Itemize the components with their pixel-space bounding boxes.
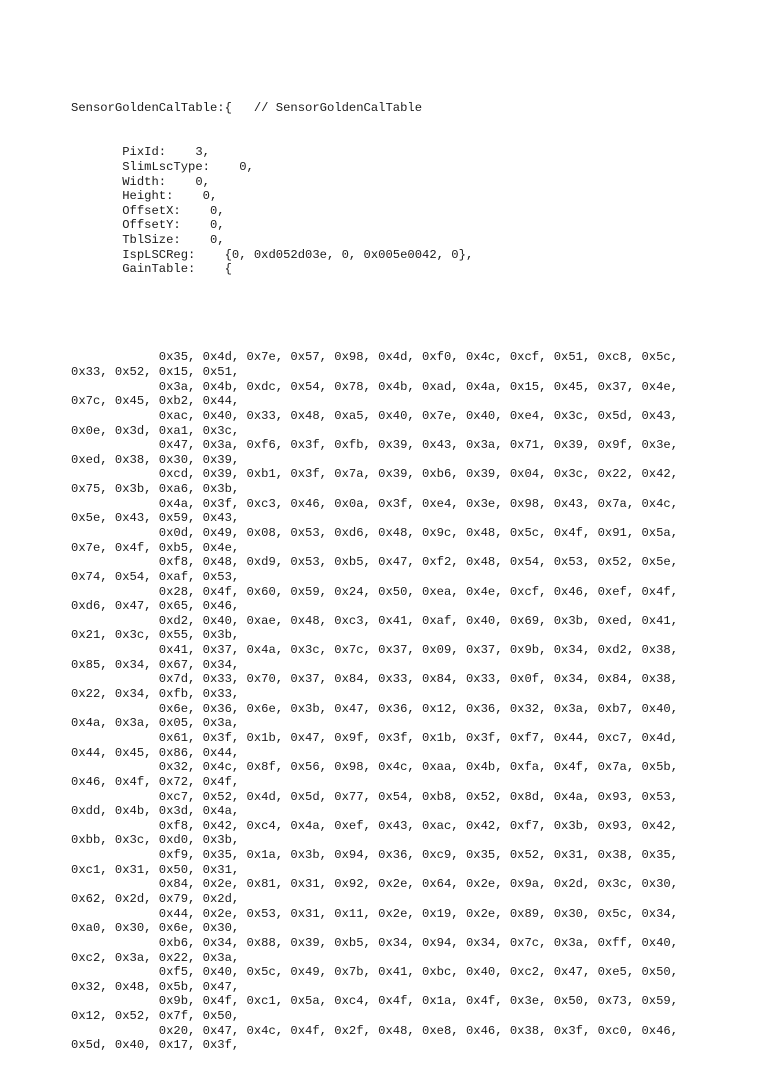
gain-table-row-line: 0x0d, 0x49, 0x08, 0x53, 0xd6, 0x48, 0x9c, 0x48, 0x5c, 0x4f, 0x91, 0x5a,	[71, 525, 679, 540]
field-line: OffsetY: 0,	[71, 218, 225, 233]
gain-table-row-line: 0x21, 0x3c, 0x55, 0x3b,	[71, 628, 240, 643]
gain-table-values	[71, 350, 678, 1053]
gain-table-row-line: 0x7e, 0x4f, 0xb5, 0x4e,	[71, 540, 240, 555]
gain-table-row-line: 0x47, 0x3a, 0xf6, 0x3f, 0xfb, 0x39, 0x43, 0x3a, 0x71, 0x39, 0x9f, 0x3e,	[71, 438, 679, 453]
gain-table-row-line: 0x33, 0x52, 0x15, 0x51,	[71, 364, 240, 379]
field-line: PixId: 3,	[71, 145, 210, 160]
gain-table-row-line: 0xc1, 0x31, 0x50, 0x31,	[71, 862, 240, 877]
gain-table-row-line: 0x85, 0x34, 0x67, 0x34,	[71, 657, 240, 672]
gain-table-row-line: 0x7c, 0x45, 0xb2, 0x44,	[71, 394, 240, 409]
gain-table-row-line: 0xdd, 0x4b, 0x3d, 0x4a,	[71, 804, 240, 819]
field-line: Width: 0,	[71, 174, 210, 189]
gain-table-row-line: 0xac, 0x40, 0x33, 0x48, 0xa5, 0x40, 0x7e, 0x40, 0xe4, 0x3c, 0x5d, 0x43,	[71, 408, 679, 423]
gain-table-row-line: 0xa0, 0x30, 0x6e, 0x30,	[71, 921, 240, 936]
gain-table-row-line: 0x46, 0x4f, 0x72, 0x4f,	[71, 774, 240, 789]
gain-table-row-line: 0x5e, 0x43, 0x59, 0x43,	[71, 511, 240, 526]
gain-table-row-line: 0x22, 0x34, 0xfb, 0x33,	[71, 687, 240, 702]
gain-table-row-line: 0xf8, 0x48, 0xd9, 0x53, 0xb5, 0x47, 0xf2, 0x48, 0x54, 0x53, 0x52, 0x5e,	[71, 555, 679, 570]
gain-table-row-line: 0xc2, 0x3a, 0x22, 0x3a,	[71, 950, 240, 965]
gain-table-row-line: 0x0e, 0x3d, 0xa1, 0x3c,	[71, 423, 240, 438]
gain-table-row-line: 0x20, 0x47, 0x4c, 0x4f, 0x2f, 0x48, 0xe8, 0x46, 0x38, 0x3f, 0xc0, 0x46,	[71, 1023, 679, 1038]
gain-table-row-line: 0x75, 0x3b, 0xa6, 0x3b,	[71, 482, 240, 497]
field-line: SlimLscType: 0,	[71, 159, 254, 174]
gain-table-row-line: 0x6e, 0x36, 0x6e, 0x3b, 0x47, 0x36, 0x12, 0x36, 0x32, 0x3a, 0xb7, 0x40,	[71, 701, 679, 716]
gain-table-row-line: 0x28, 0x4f, 0x60, 0x59, 0x24, 0x50, 0xea, 0x4e, 0xcf, 0x46, 0xef, 0x4f,	[71, 584, 679, 599]
gain-table-row-line: 0x41, 0x37, 0x4a, 0x3c, 0x7c, 0x37, 0x09, 0x37, 0x9b, 0x34, 0xd2, 0x38,	[71, 643, 679, 658]
gain-table-row-line: 0x4a, 0x3f, 0xc3, 0x46, 0x0a, 0x3f, 0xe4, 0x3e, 0x98, 0x43, 0x7a, 0x4c,	[71, 496, 679, 511]
field-line: TblSize: 0,	[71, 233, 225, 248]
gain-table-row-line: 0xf5, 0x40, 0x5c, 0x49, 0x7b, 0x41, 0xbc, 0x40, 0xc2, 0x47, 0xe5, 0x50,	[71, 965, 679, 980]
gain-table-row-line: 0x44, 0x2e, 0x53, 0x31, 0x11, 0x2e, 0x19, 0x2e, 0x89, 0x30, 0x5c, 0x34,	[71, 906, 679, 921]
gain-table-row-line: 0x44, 0x45, 0x86, 0x44,	[71, 745, 240, 760]
gain-table-row-line: 0xc7, 0x52, 0x4d, 0x5d, 0x77, 0x54, 0xb8, 0x52, 0x8d, 0x4a, 0x93, 0x53,	[71, 789, 679, 804]
gain-table-row-line: 0x12, 0x52, 0x7f, 0x50,	[71, 1009, 240, 1024]
gain-table-row-line: 0xcd, 0x39, 0xb1, 0x3f, 0x7a, 0x39, 0xb6, 0x39, 0x04, 0x3c, 0x22, 0x42,	[71, 467, 679, 482]
gain-table-row-line: 0xed, 0x38, 0x30, 0x39,	[71, 452, 240, 467]
gain-table-row-line: 0x7d, 0x33, 0x70, 0x37, 0x84, 0x33, 0x84, 0x33, 0x0f, 0x34, 0x84, 0x38,	[71, 672, 679, 687]
gain-table-row-line: 0x32, 0x4c, 0x8f, 0x56, 0x98, 0x4c, 0xaa, 0x4b, 0xfa, 0x4f, 0x7a, 0x5b,	[71, 760, 679, 775]
gain-table-row-line: 0x35, 0x4d, 0x7e, 0x57, 0x98, 0x4d, 0xf0, 0x4c, 0xcf, 0x51, 0xc8, 0x5c,	[71, 350, 679, 365]
gain-table-row-line: 0x9b, 0x4f, 0xc1, 0x5a, 0xc4, 0x4f, 0x1a, 0x4f, 0x3e, 0x50, 0x73, 0x59,	[71, 994, 679, 1009]
gain-table-row-line: 0xf9, 0x35, 0x1a, 0x3b, 0x94, 0x36, 0xc9, 0x35, 0x52, 0x31, 0x38, 0x35,	[71, 848, 679, 863]
gain-table-row-line: 0xd2, 0x40, 0xae, 0x48, 0xc3, 0x41, 0xaf, 0x40, 0x69, 0x3b, 0xed, 0x41,	[71, 613, 679, 628]
field-line: GainTable: {	[71, 262, 232, 277]
gain-table-row-line: 0x62, 0x2d, 0x79, 0x2d,	[71, 892, 240, 906]
gain-table-row-line: 0xd6, 0x47, 0x65, 0x46,	[71, 599, 240, 614]
gain-table-row-line: 0x84, 0x2e, 0x81, 0x31, 0x92, 0x2e, 0x64, 0x2e, 0x9a, 0x2d, 0x3c, 0x30,	[71, 877, 679, 892]
field-line: IspLSCReg: {0, 0xd052d03e, 0, 0x005e0042, 0},	[71, 247, 474, 262]
gain-table-row-line: 0x74, 0x54, 0xaf, 0x53,	[71, 569, 240, 584]
gain-table-row-line: 0xf8, 0x42, 0xc4, 0x4a, 0xef, 0x43, 0xac, 0x42, 0xf7, 0x3b, 0x93, 0x42,	[71, 818, 679, 833]
field-line: OffsetX: 0,	[71, 203, 225, 218]
field-line: Height: 0,	[71, 189, 218, 204]
gain-table-row-line: 0x4a, 0x3a, 0x05, 0x3a,	[71, 716, 240, 731]
code-listing	[71, 72, 678, 1082]
field-list	[71, 145, 678, 277]
gain-table-row-line: 0xbb, 0x3c, 0xd0, 0x3b,	[71, 833, 240, 848]
table-header-line: SensorGoldenCalTable:{ // SensorGoldenCalTable	[71, 101, 423, 116]
gain-table-row-line: 0xb6, 0x34, 0x88, 0x39, 0xb5, 0x34, 0x94, 0x34, 0x7c, 0x3a, 0xff, 0x40,	[71, 935, 679, 950]
gain-table-row-line: 0x3a, 0x4b, 0xdc, 0x54, 0x78, 0x4b, 0xad, 0x4a, 0x15, 0x45, 0x37, 0x4e,	[71, 379, 679, 394]
gain-table-row-line: 0x32, 0x48, 0x5b, 0x47,	[71, 979, 240, 994]
blank-line	[71, 306, 678, 321]
gain-table-row-line: 0x61, 0x3f, 0x1b, 0x47, 0x9f, 0x3f, 0x1b, 0x3f, 0xf7, 0x44, 0xc7, 0x4d,	[71, 730, 679, 745]
gain-table-row-line: 0x5d, 0x40, 0x17, 0x3f,	[71, 1038, 240, 1053]
